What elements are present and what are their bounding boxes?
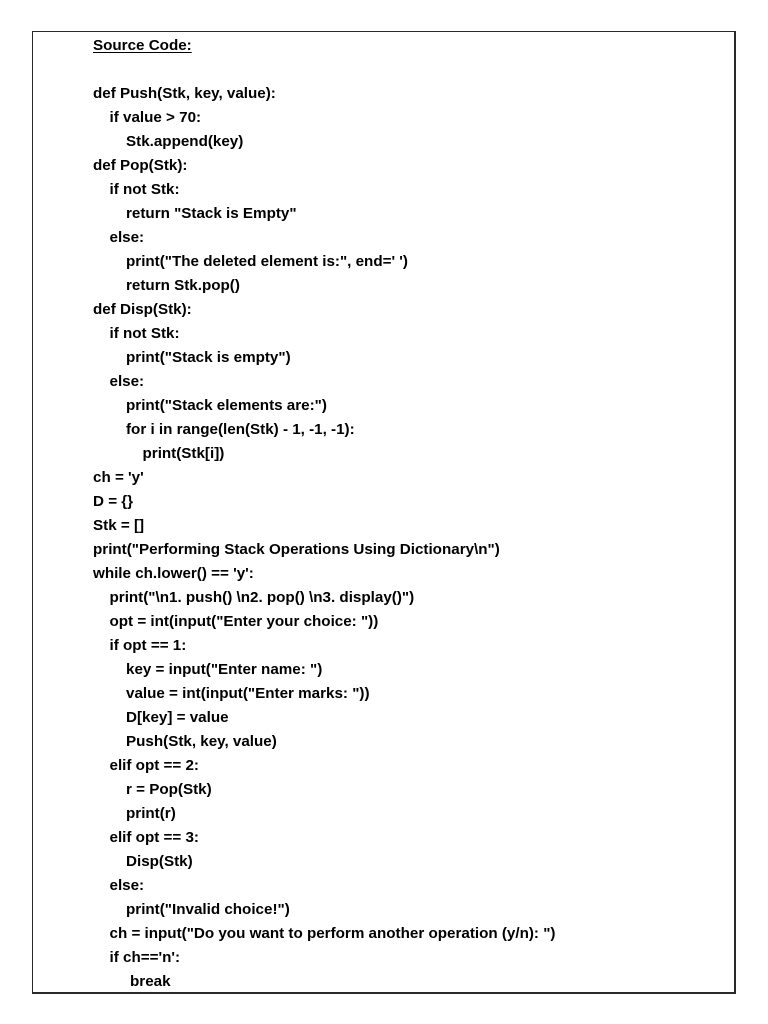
code-line: if ch=='n':	[109, 949, 181, 966]
code-line: D[key] = value	[126, 709, 229, 726]
code-line: print("Performing Stack Operations Using Dictionary\n")	[93, 541, 500, 558]
blank-line	[93, 58, 728, 82]
code-line: return "Stack is Empty"	[126, 205, 297, 222]
code-line: D = {}	[93, 493, 134, 510]
source-code-heading: Source Code:	[93, 37, 192, 54]
code-line: elif opt == 3:	[109, 829, 199, 846]
code-line: if opt == 1:	[109, 637, 187, 654]
code-line: else:	[109, 877, 145, 894]
code-line: print(Stk[i])	[142, 445, 225, 462]
source-code-block	[93, 34, 728, 994]
code-line: Disp(Stk)	[126, 853, 193, 870]
code-line: return Stk.pop()	[126, 277, 240, 294]
code-line: print(r)	[126, 805, 176, 822]
code-line: else:	[109, 373, 145, 390]
code-line: else:	[109, 229, 145, 246]
code-line: Push(Stk, key, value)	[126, 733, 277, 750]
code-line: elif opt == 2:	[109, 757, 199, 774]
code-line: r = Pop(Stk)	[126, 781, 212, 798]
code-line: ch = 'y'	[93, 469, 144, 486]
code-line: print("Invalid choice!")	[126, 901, 290, 918]
code-line: ch = input("Do you want to perform another operation (y/n): ")	[109, 925, 556, 942]
code-line: print("Stack is empty")	[126, 349, 291, 366]
code-line: for i in range(len(Stk) - 1, -1, -1):	[126, 421, 355, 438]
code-line: if not Stk:	[109, 325, 180, 342]
code-line: print("Stack elements are:")	[126, 397, 327, 414]
code-line: value = int(input("Enter marks: "))	[126, 685, 370, 702]
code-line: print("The deleted element is:", end=' ')	[126, 253, 408, 270]
code-line: break	[130, 973, 171, 990]
code-line: while ch.lower() == 'y':	[93, 565, 254, 582]
code-line: if value > 70:	[109, 109, 202, 126]
code-line: Stk = []	[93, 517, 145, 534]
code-line: print("\n1. push() \n2. pop() \n3. display()")	[109, 589, 415, 606]
code-line: key = input("Enter name: ")	[126, 661, 323, 678]
code-line: if not Stk:	[109, 181, 180, 198]
code-line: def Pop(Stk):	[93, 157, 188, 174]
code-line: def Disp(Stk):	[93, 301, 192, 318]
code-line: opt = int(input("Enter your choice: "))	[109, 613, 379, 630]
code-line: Stk.append(key)	[126, 133, 244, 150]
code-line: def Push(Stk, key, value):	[93, 85, 276, 102]
